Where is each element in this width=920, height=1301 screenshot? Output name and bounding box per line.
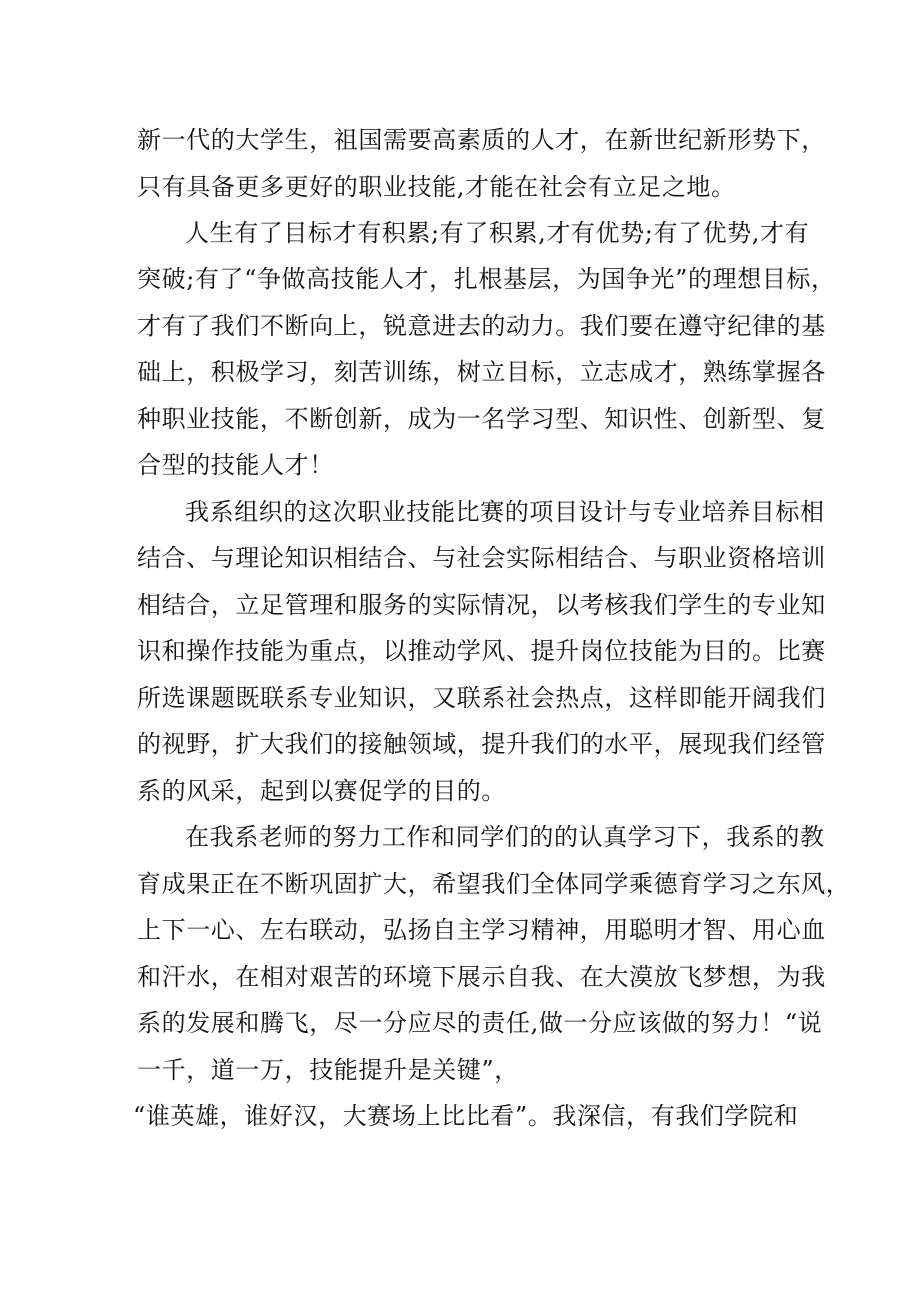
text-line: 新一代的大学生，祖国需要高素质的人才，在新世纪新形势下， (137, 126, 826, 154)
paragraph-first-line: 人生有了目标才有积累;有了积累,才有优势;有了优势,才有 (185, 219, 810, 247)
text-line: 和汗水，在相对艰苦的环境下展示自我、在大漠放飞梦想，为我 (137, 963, 826, 991)
text-line: 结合、与理论知识相结合、与社会实际相结合、与职业资格培训 (137, 544, 826, 572)
text-line: 相结合，立足管理和服务的实际情况，以考核我们学生的专业知 (137, 591, 826, 619)
text-line: 上下一心、左右联动，弘扬自主学习精神，用聪明才智、用心血 (137, 916, 826, 944)
text-line: 突破;有了“争做高技能人才，扎根基层，为国争光”的理想目标， (137, 265, 836, 293)
text-line: 系的发展和腾飞，尽一分应尽的责任,做一分应该做的努力！“说 (137, 1009, 823, 1037)
text-line: 只有具备更多更好的职业技能,才能在社会有立足之地。 (137, 173, 736, 201)
text-line: “谁英雄，谁好汉，大赛场上比比看”。我深信，有我们学院和 (133, 1102, 799, 1130)
text-line: 育成果正在不断巩固扩大，希望我们全体同学乘德育学习之东风， (137, 870, 851, 898)
text-line: 合型的技能人才！ (137, 451, 334, 479)
text-line: 种职业技能，不断创新，成为一名学习型、知识性、创新型、复 (137, 405, 826, 433)
text-line: 才有了我们不断向上，锐意进去的动力。我们要在遵守纪律的基 (137, 312, 826, 340)
text-line: 一千，道一万，技能提升是关键”， (137, 1056, 519, 1084)
text-line: 系的风采，起到以赛促学的目的。 (137, 777, 506, 805)
text-line: 所选课题既联系专业知识，又联系社会热点，这样即能开阔我们 (137, 684, 826, 712)
text-line: 的视野，扩大我们的接触领域，提升我们的水平，展现我们经管 (137, 730, 826, 758)
text-line: 识和操作技能为重点，以推动学风、提升岗位技能为目的。比赛 (137, 637, 826, 665)
paragraph-first-line: 我系组织的这次职业技能比赛的项目设计与专业培养目标相 (185, 498, 825, 526)
text-line: 础上，积极学习，刻苦训练，树立目标，立志成才，熟练掌握各 (137, 358, 826, 386)
paragraph-first-line: 在我系老师的努力工作和同学们的的认真学习下，我系的教 (185, 823, 825, 851)
